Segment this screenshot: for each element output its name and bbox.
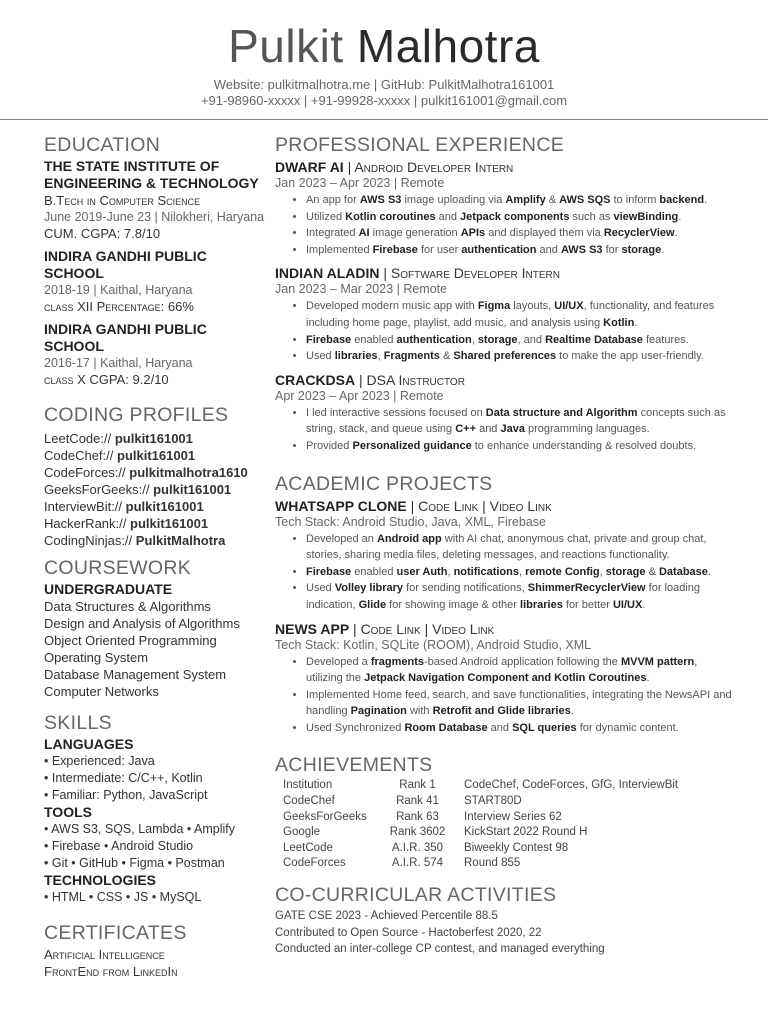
emphasis: UI/UX — [612, 598, 643, 611]
emphasis: Jetpack Navigation Component and Kotlin Coroutines — [364, 672, 647, 685]
bullet-item: • Developed a fragments-based Android application following the MVVM pattern, utilizing the Jetpack Navigation Component and Kotlin Coroutines. — [306, 654, 735, 687]
bullet-item: • Provided Personalized guidance to enhance understanding & resolved doubts. — [306, 438, 735, 455]
emphasis: UI/UX — [554, 300, 584, 313]
education-score: class XII Percentage: 66% — [44, 299, 194, 314]
cocurricular-item: Conducted an inter-college CP contest, and managed everything — [275, 943, 605, 956]
job-meta: Jan 2023 – Apr 2023 | Remote — [275, 176, 445, 190]
emphasis: Jetpack components — [460, 210, 570, 223]
profile-handle[interactable]: pulkit161001 — [125, 499, 204, 514]
emphasis: notifications — [453, 565, 519, 578]
education-score: class X CGPA: 9.2/10 — [44, 372, 169, 387]
project-links[interactable]: | Code Link | Video Link — [410, 497, 552, 514]
profile-item[interactable] — [44, 515, 269, 532]
profile-item[interactable] — [44, 430, 269, 447]
achievement-contest: CodeChef, CodeForces, GfG, InterviewBit — [464, 779, 679, 792]
achievement-rank: Rank 1 — [399, 779, 436, 792]
emphasis: authentication — [396, 333, 472, 346]
achievement-row — [283, 825, 678, 841]
profile-site: InterviewBit:// — [44, 499, 123, 514]
achievement-platform: LeetCode — [283, 841, 333, 854]
project-header — [275, 620, 735, 638]
education-dates: June 2019-June 23 | Nilokheri, Haryana — [44, 210, 265, 224]
skill-item: • Familiar: Python, JavaScript — [44, 788, 208, 802]
emphasis: viewBinding — [613, 210, 679, 223]
bullet-item: • Firebase enabled authentication, storage, and Realtime Database features. — [306, 332, 735, 349]
achievement-platform: CodeForces — [283, 857, 346, 870]
achievement-platform: CodeChef — [283, 795, 335, 808]
emphasis: Realtime Database — [545, 333, 643, 346]
emphasis: authentication — [461, 243, 537, 256]
achievement-contest: START80D — [464, 795, 522, 808]
achievement-rank: Rank 41 — [396, 795, 439, 808]
bullet-item: • Developed an Android app with AI chat, anonymous chat, private and group chat, stories, sharing media files, deleting messages, and reactions functionality. — [306, 531, 735, 564]
skill-item: • Experienced: Java — [44, 754, 155, 768]
achievement-row — [283, 778, 678, 794]
job-meta: Jan 2023 – Mar 2023 | Remote — [275, 282, 448, 297]
profile-site: CodeChef:// — [44, 448, 114, 463]
bullet-list — [275, 531, 735, 614]
bullet-item: • Used libraries, Fragments & Shared preferences to make the app user-friendly. — [306, 348, 735, 365]
emphasis: AWS S3 — [359, 194, 402, 206]
profile-handle[interactable]: pulkit161001 — [130, 516, 209, 531]
achievement-row — [283, 794, 678, 810]
education-heading: EDUCATION — [44, 134, 161, 156]
education-entry — [44, 248, 269, 315]
bullet-item: • Used Synchronized Room Database and SQL queries for dynamic content. — [306, 720, 735, 737]
school-name: THE STATE INSTITUTE OF — [44, 158, 220, 174]
tools-subtitle: TOOLS — [44, 804, 92, 820]
right-column — [275, 132, 735, 958]
job-header — [275, 158, 735, 176]
emphasis: MVVM pattern — [620, 655, 695, 668]
projects-heading: ACADEMIC PROJECTS — [275, 472, 493, 495]
degree: B.Tech in Computer Science — [44, 193, 201, 208]
job-entry — [275, 264, 735, 370]
contact-line-2[interactable]: +91-98960-xxxxx | +91-99928-xxxxx | pulkit161001@gmail.com — [200, 93, 568, 108]
last-name: Malhotra — [356, 20, 540, 72]
job-entry — [275, 158, 735, 264]
emphasis: storage — [477, 333, 518, 346]
emphasis: AI — [358, 227, 370, 240]
profile-item[interactable] — [44, 498, 269, 515]
bullet-item: • Utilized Kotlin coroutines and Jetpack components such as viewBinding. — [306, 209, 735, 226]
emphasis: Shared preferences — [453, 350, 557, 363]
education-dates: 2018-19 | Kaithal, Haryana — [44, 283, 193, 297]
emphasis: Volley library — [334, 582, 404, 595]
achievement-platform: Google — [283, 826, 321, 839]
skill-item: • Firebase • Android Studio — [44, 839, 194, 853]
achievement-contest: Round 855 — [464, 857, 521, 870]
coding-profiles-heading: CODING PROFILES — [44, 404, 229, 426]
emphasis: Firebase — [306, 333, 352, 346]
skills-heading: SKILLS — [44, 712, 112, 734]
emphasis: APIs — [460, 227, 486, 240]
project-links[interactable]: | Code Link | Video Link — [353, 620, 495, 637]
emphasis: storage — [605, 565, 646, 578]
emphasis: backend — [659, 194, 705, 206]
education-dates: 2016-17 | Kaithal, Haryana — [44, 356, 193, 370]
course-item: Computer Networks — [44, 684, 159, 699]
skill-item: • AWS S3, SQS, Lambda • Amplify — [44, 822, 236, 836]
emphasis: Retrofit and Glide libraries — [432, 705, 571, 718]
job-header — [275, 371, 735, 389]
emphasis: AWS SQS — [559, 194, 611, 206]
profile-item[interactable] — [44, 532, 269, 549]
emphasis: libraries — [334, 350, 378, 363]
emphasis: Data structure and Algorithm — [485, 406, 638, 419]
emphasis: user Auth — [396, 565, 448, 578]
job-header — [275, 264, 735, 282]
emphasis: Firebase — [306, 565, 352, 578]
emphasis: fragments — [370, 655, 425, 668]
emphasis: Android app — [376, 532, 442, 545]
coursework-heading: COURSEWORK — [44, 557, 192, 579]
achievement-platform: Institution — [283, 779, 333, 792]
education-entry — [44, 158, 269, 242]
emphasis: Fragments — [383, 350, 440, 363]
job-meta: Apr 2023 – Apr 2023 | Remote — [275, 388, 444, 403]
emphasis: RecyclerView — [603, 227, 675, 240]
experience-list — [275, 158, 735, 461]
course-item: Object Oriented Programming — [44, 633, 217, 648]
cocurricular-list — [275, 908, 735, 958]
emphasis: Room Database — [404, 721, 488, 734]
experience-heading: PROFESSIONAL EXPERIENCE — [275, 134, 565, 156]
emphasis: Pagination — [350, 705, 407, 718]
profile-handle[interactable]: pulkitmalhotra1610 — [129, 465, 248, 480]
skill-item: • Git • GitHub • Figma • Postman — [44, 856, 225, 870]
job-name: INDIAN ALADIN — [275, 265, 380, 282]
left-column — [44, 132, 269, 980]
course-item: Data Structures & Algorithms — [44, 599, 211, 614]
project-name: WHATSAPP CLONE — [275, 497, 407, 514]
achievements-table — [283, 778, 678, 872]
profile-item[interactable] — [44, 447, 269, 464]
achievement-rank: A.I.R. 350 — [391, 841, 444, 854]
achievement-row — [283, 810, 678, 826]
bullet-list — [275, 298, 735, 364]
education-entry — [44, 321, 269, 388]
profile-site: CodeForces:// — [44, 465, 126, 480]
skill-item: • HTML • CSS • JS • MySQL — [44, 890, 202, 904]
project-entry — [275, 497, 735, 620]
profile-handle[interactable]: pulkit161001 — [153, 482, 232, 497]
coursework-subtitle: UNDERGRADUATE — [44, 581, 173, 597]
achievement-contest: Interview Series 62 — [464, 810, 562, 823]
profile-handle[interactable]: pulkit161001 — [117, 448, 196, 463]
bullet-item: • Firebase enabled user Auth, notifications, remote Config, storage & Database. — [306, 564, 735, 581]
emphasis: Glide — [358, 598, 387, 611]
bullet-item: • Integrated AI image generation APIs and displayed them via RecyclerView. — [306, 225, 735, 242]
course-item: Database Management System — [44, 667, 227, 682]
job-role: | Android Developer Intern — [347, 159, 514, 175]
cocurricular-item: Contributed to Open Source - Hactoberfest 2020, 22 — [275, 926, 542, 939]
cocurricular-item: GATE CSE 2023 - Achieved Percentile 88.5 — [275, 910, 498, 923]
school-name: INDIRA GANDHI PUBLIC — [44, 321, 207, 337]
job-role: | Software Developer Intern — [383, 265, 560, 282]
bullet-list — [275, 405, 735, 455]
achievement-rank: Rank 3602 — [389, 826, 446, 839]
project-header — [275, 497, 735, 515]
project-meta: Tech Stack: Kotlin, SQLite (ROOM), Android Studio, XML — [275, 637, 592, 652]
achievement-rank: Rank 63 — [396, 810, 439, 823]
cocurricular-heading: CO-CURRICULAR ACTIVITIES — [275, 884, 557, 907]
course-item: Operating System — [44, 650, 149, 665]
school-name: SCHOOL — [44, 338, 104, 354]
achievement-platform: GeeksForGeeks — [283, 810, 367, 823]
first-name: Pulkit — [228, 20, 344, 72]
bullet-item: • Developed modern music app with Figma layouts, UI/UX, functionality, and features including home page, playlist, add music, and analysis using Kotlin. — [306, 298, 735, 331]
technologies-subtitle: TECHNOLOGIES — [44, 872, 157, 888]
achievement-contest: Biweekly Contest 98 — [464, 841, 569, 854]
project-name: NEWS APP — [275, 620, 350, 637]
certificate-item[interactable]: Artificial Intelligence — [44, 947, 165, 962]
education-score: CUM. CGPA: 7.8/10 — [44, 226, 161, 241]
project-meta: Tech Stack: Android Studio, Java, XML, Firebase — [275, 514, 546, 529]
resume-name — [0, 20, 768, 72]
emphasis: Figma — [477, 300, 511, 313]
emphasis: Firebase — [372, 243, 418, 256]
school-name: ENGINEERING & TECHNOLOGY — [44, 175, 259, 191]
profile-site: GeeksForGeeks:// — [44, 482, 150, 497]
emphasis: AWS S3 — [560, 243, 603, 256]
emphasis: libraries — [520, 598, 563, 611]
profile-handle[interactable]: pulkit161001 — [114, 431, 193, 446]
school-name: INDIRA GANDHI PUBLIC — [44, 248, 207, 264]
emphasis: C++ — [455, 423, 477, 436]
contact-line-1[interactable]: Website: pulkitmalhotra.me | GitHub: PulkitMalhotra161001 — [213, 77, 555, 92]
bullet-item: • Used Volley library for sending notifications, ShimmerRecyclerView for loading indication, Glide for showing image & other libraries for better UI/UX. — [306, 580, 735, 613]
profile-site: LeetCode:// — [44, 431, 112, 446]
job-entry — [275, 371, 735, 461]
emphasis: Kotlin — [603, 316, 635, 329]
emphasis: ShimmerRecyclerView — [527, 582, 646, 595]
emphasis: Amplify — [505, 194, 546, 206]
certificate-item[interactable]: FrontEnd from LinkedIn — [44, 964, 178, 979]
emphasis: remote Config — [525, 565, 600, 578]
bullet-item: • Implemented Home feed, search, and save functionalities, integrating the NewsAPI and handling Pagination with Retrofit and Glide libraries. — [306, 687, 735, 720]
profile-handle[interactable]: PulkitMalhotra — [135, 533, 226, 548]
skill-item: • Intermediate: C/C++, Kotlin — [44, 771, 203, 785]
job-name: CRACKDSA — [275, 371, 356, 388]
profile-site: HackerRank:// — [44, 516, 127, 531]
header-divider — [0, 119, 768, 120]
profile-item[interactable] — [44, 481, 269, 498]
emphasis: Database — [658, 565, 708, 578]
achievement-row — [283, 856, 678, 872]
emphasis: Kotlin coroutines — [345, 210, 436, 223]
bullet-item: • Implemented Firebase for user authentication and AWS S3 for storage. — [306, 242, 735, 259]
course-item: Design and Analysis of Algorithms — [44, 616, 240, 631]
coding-profiles-list — [44, 430, 269, 549]
achievement-row — [283, 841, 678, 857]
emphasis: Java — [500, 423, 525, 436]
emphasis: SQL queries — [512, 721, 577, 734]
achievement-rank: A.I.R. 574 — [391, 857, 444, 870]
achievement-contest: KickStart 2022 Round H — [464, 826, 588, 839]
job-role: | DSA Instructor — [359, 371, 465, 388]
certificates-heading: CERTIFICATES — [44, 922, 187, 944]
emphasis: Personalized guidance — [352, 439, 472, 452]
project-entry — [275, 620, 735, 743]
achievements-heading: ACHIEVEMENTS — [275, 754, 433, 777]
emphasis: storage — [621, 243, 662, 256]
bullet-item: • An app for AWS S3 image uploading via Amplify & AWS SQS to inform backend. — [306, 192, 735, 209]
profile-site: CodingNinjas:// — [44, 533, 133, 548]
job-name: DWARF AI — [275, 159, 344, 175]
languages-subtitle: LANGUAGES — [44, 736, 134, 752]
bullet-item: • I led interactive sessions focused on Data structure and Algorithm concepts such as string, stack, and queue using C++ and Java programming languages. — [306, 405, 735, 438]
school-name: SCHOOL — [44, 265, 104, 281]
projects-list — [275, 497, 735, 743]
bullet-list — [275, 654, 735, 737]
bullet-list — [275, 192, 735, 258]
profile-item[interactable] — [44, 464, 269, 481]
